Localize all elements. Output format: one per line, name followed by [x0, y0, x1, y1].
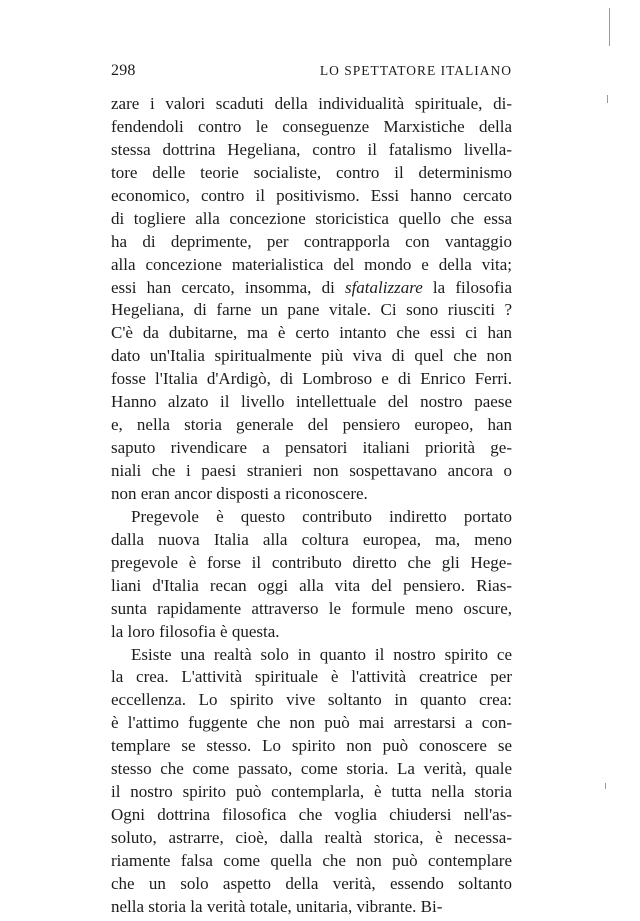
text-line: Hegeliana, di farne un pane vitale. Ci sono riusciti ? [111, 300, 512, 320]
text-line: che un solo aspetto della verità, essendo soltanto [111, 873, 512, 893]
text-line: liani d'Italia recan oggi alla vita del pensiero. Rias- [111, 575, 512, 595]
text-line: essi han cercato, insomma, di sfatalizzare la filosofia [111, 277, 512, 297]
text-line: eccellenza. Lo spirito vive soltanto in quanto crea: [111, 690, 512, 710]
text-line: riamente falsa come quella che non può contemplare [111, 850, 512, 870]
text-line: la loro filosofia è questa. [111, 621, 280, 641]
page-number: 298 [111, 62, 136, 79]
text-line: e, nella storia generale del pensiero europeo, han [111, 415, 512, 435]
text-line: Ogni dottrina filosofica che voglia chiudersi nell'as- [111, 805, 512, 825]
text-line: Hanno alzato il livello intellettuale del nostro paese [111, 392, 512, 412]
scan-margin-mark [605, 783, 606, 789]
page-header [111, 62, 512, 86]
text-line: Pregevole è questo contributo indiretto portato [131, 506, 512, 526]
scan-margin-mark [609, 8, 610, 46]
text-line: tore delle teorie socialiste, contro il determinismo [111, 162, 512, 182]
text-line: templare se stesso. Lo spirito non può conoscere se [111, 736, 512, 756]
text-line: economico, contro il positivismo. Essi hanno cercato [111, 185, 512, 205]
text-line: soluto, astrarre, cioè, dalla realtà storica, è necessa- [111, 828, 512, 847]
text-line: il nostro spirito può contemplarla, è tutta nella storia [111, 782, 512, 802]
text-line: dalla nuova Italia alla coltura europea, ma, meno [111, 529, 512, 549]
scan-margin-mark [607, 95, 608, 103]
text-line: sunta rapidamente attraverso le formule meno oscure, [111, 598, 512, 618]
paragraph [111, 506, 512, 644]
text-line: nella storia la verità totale, unitaria, vibrante. Bi- [111, 896, 443, 916]
italic-word: sfatalizzare [344, 277, 423, 297]
text-line: zare i valori scaduti della individualità spirituale, di- [111, 94, 512, 113]
text-line: la crea. L'attività spirituale è l'attività creatrice per [111, 667, 512, 687]
text-line: niali che i paesi stranieri non sospettavano ancora o [111, 461, 512, 480]
paragraph [111, 644, 512, 919]
text-line: stessa dottrina Hegeliana, contro il fatalismo livella- [111, 139, 512, 159]
paragraph [111, 93, 512, 506]
text-line: Esiste una realtà solo in quanto il nostro spirito ce [131, 644, 512, 664]
text-line: saputo rivendicare a pensatori italiani priorità ge- [111, 438, 512, 458]
text-line: non eran ancor disposti a riconoscere. [111, 483, 368, 503]
body-text [111, 93, 512, 919]
text-line: C'è da dubitarne, ma è certo intanto che essi ci han [111, 323, 512, 343]
running-title: LO SPETTATORE ITALIANO [319, 63, 512, 78]
text-line: ha di deprimente, per contrapporla con vantaggio [111, 231, 512, 251]
text-line: fosse l'Italia d'Ardigò, di Lombroso e di Enrico Ferri. [111, 369, 512, 389]
text-line: fendendoli contro le conseguenze Marxistiche della [111, 116, 512, 136]
text-line: alla concezione materialistica del mondo e della vita; [111, 254, 512, 274]
text-line: pregevole è forse il contributo diretto che gli Hege- [111, 552, 512, 572]
text-line: dato un'Italia spiritualmente più viva di quel che non [111, 346, 512, 366]
text-line: è l'attimo fuggente che non può mai arrestarsi a con- [111, 713, 512, 733]
text-line: stesso che come passato, come storia. La verità, quale [111, 759, 512, 779]
text-line: di togliere alla concezione storicistica quello che essa [111, 208, 512, 228]
